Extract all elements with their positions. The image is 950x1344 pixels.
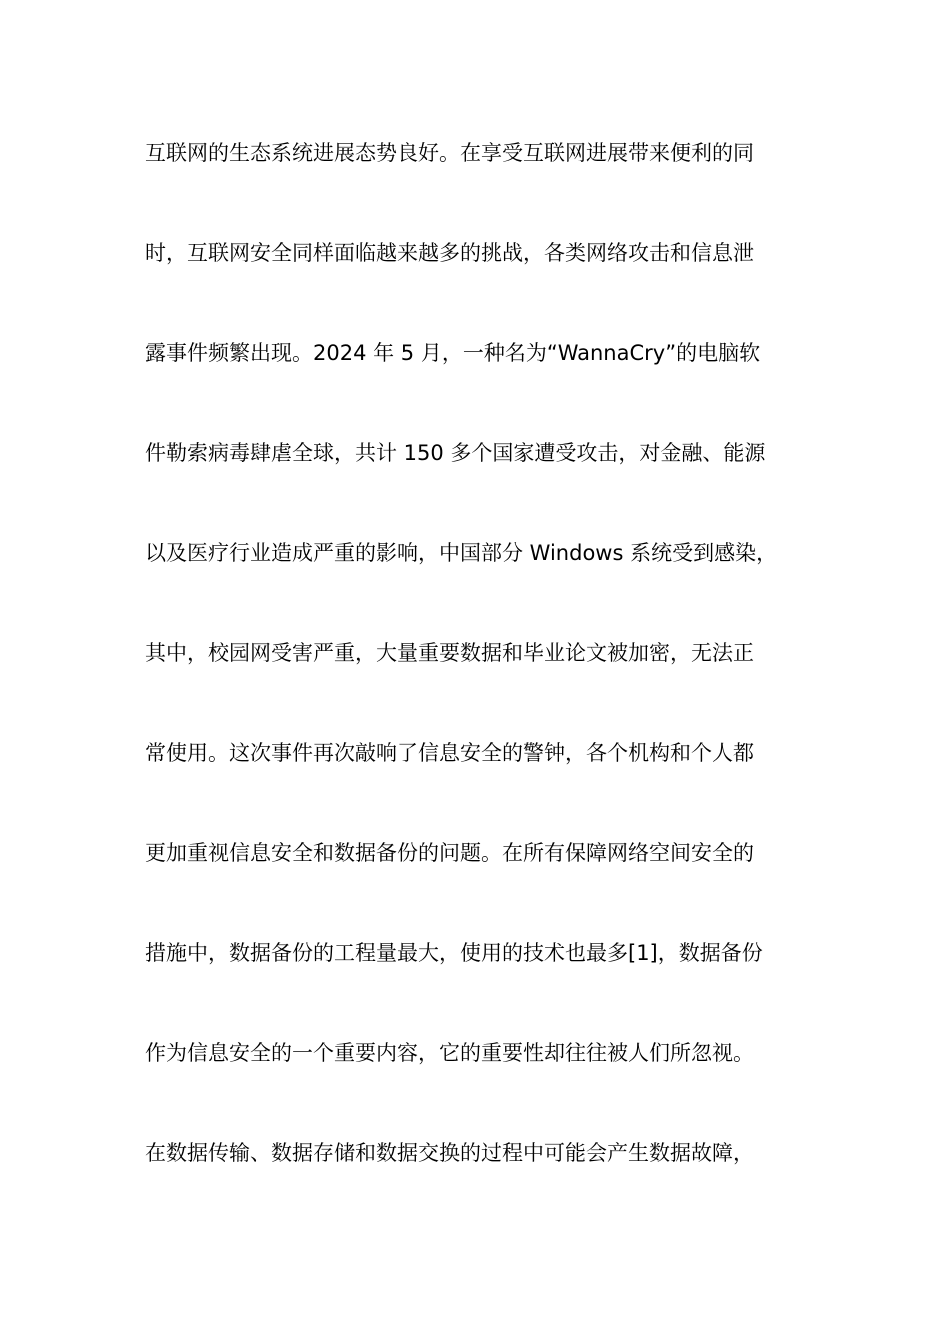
text-line: 措施中，数据备份的工程量最大，使用的技术也最多[1]，数据备份 <box>145 941 763 965</box>
text-line: 露事件频繁出现。2024 年 5 月，一种名为“WannaCry”的电脑软 <box>145 341 761 365</box>
text-line: 时，互联网安全同样面临越来越多的挑战，各类网络攻击和信息泄 <box>145 241 754 265</box>
text-line: 以及医疗行业造成严重的影响，中国部分 Windows 系统受到感染， <box>145 541 778 565</box>
text-line: 在数据传输、数据存储和数据交换的过程中可能会产生数据故障， <box>145 1141 754 1165</box>
text-line: 件勒索病毒肆虐全球，共计 150 多个国家遭受攻击，对金融、能源 <box>145 441 766 465</box>
text-line: 互联网的生态系统进展态势良好。在享受互联网进展带来便利的同 <box>145 141 754 165</box>
text-line: 更加重视信息安全和数据备份的问题。在所有保障网络空间安全的 <box>145 841 754 865</box>
body-text <box>145 133 825 1233</box>
text-line: 其中，校园网受害严重，大量重要数据和毕业论文被加密，无法正 <box>145 641 754 665</box>
text-line: 作为信息安全的一个重要内容，它的重要性却往往被人们所忽视。 <box>145 1041 754 1065</box>
text-line: 常使用。这次事件再次敲响了信息安全的警钟，各个机构和个人都 <box>145 741 754 765</box>
